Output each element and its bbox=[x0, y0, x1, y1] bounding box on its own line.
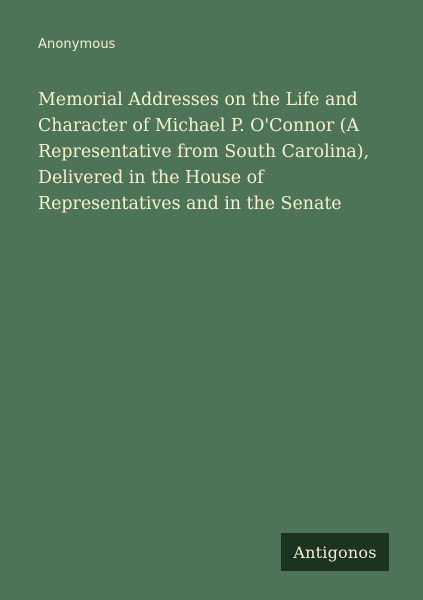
publisher-logo-box bbox=[281, 533, 389, 571]
book-title: Memorial Addresses on the Life and Character of Michael P. O'Connor (A Representative from South Carolina), Delivered in the House of Representatives and in the Senate bbox=[38, 90, 370, 214]
author-name: Anonymous bbox=[38, 37, 116, 52]
publisher-name: Antigonos bbox=[293, 542, 377, 562]
